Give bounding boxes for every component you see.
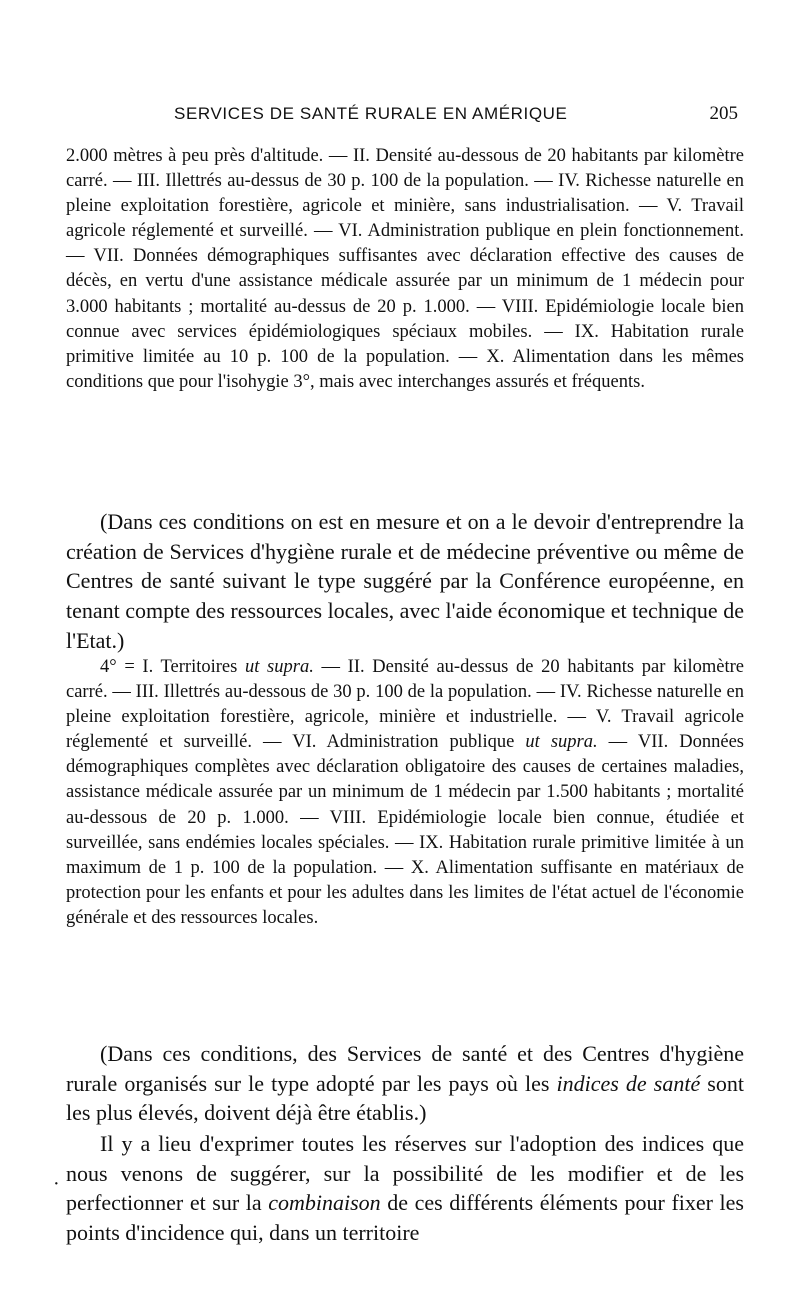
p5-text-a: Il y a lieu d'exprimer toutes les réserves sur l'adoption des indices que nous venons de suggérer, sur la possibilité de les modifier et de les perfectionner et sur la [66, 1131, 744, 1216]
running-title: SERVICES DE SANTÉ RURALE EN AMÉRIQUE [174, 104, 568, 123]
paragraph-health-centres [66, 1039, 744, 1128]
page-header [66, 99, 738, 129]
p5-italic-combinaison: combinaison [268, 1190, 381, 1216]
paragraph-isohygie-4-criteria [66, 655, 744, 931]
p4-italic-indices: indices de santé [556, 1070, 701, 1096]
margin-mark: · [53, 1173, 60, 1195]
paragraph-reserves [66, 1129, 744, 1248]
p4-text-c: sont les plus élevés, doivent déjà être établis.) [66, 1070, 744, 1126]
page-number: 205 [709, 103, 738, 124]
p5-text-c: de ces différents éléments pour fixer les points d'incidence qui, dans un territoire [66, 1190, 744, 1246]
p4-text-a: (Dans ces conditions, des Services de santé et des Centres d'hygiène rurale organisés sur le type adopté par les pays où les [66, 1041, 744, 1096]
p3-text-c: — II. Densité au-dessus de 20 habitants par kilomètre carré. — III. Illettrés au-dessous de 30 p. 100 de la population. — IV. Richesse naturelle en pleine exploitation forestière, agricole, minière et industrielle. — V. Travail agricole réglementé et surveillé. — VI. Administration publique [66, 657, 744, 753]
p3-text-a: 4° = I. Territoires [100, 657, 245, 677]
p3-text-e: — VII. Données démographiques complètes avec déclaration obligatoire des causes de certaines maladies, assistance médicale assurée par un minimum de 1 médecin par 1.500 habitants ; mortalité au-dessous de 20 p. 1.000. — VIII. Epidémiologie locale bien connue, étudiée et surveillée, sans endémies locales spéciales. — IX. Habitation rurale primitive limitée à un maximum de 1 p. 100 de la population. — X. Alimentation suffisante en matériaux de protection pour les enfants et pour les adultes dans les limites de l'état actuel de l'économie générale et des ressources locales. [66, 732, 744, 928]
paragraph-conditions-rural-hygiene: (Dans ces conditions on est en mesure et on a le devoir d'entreprendre la création de Services d'hygiène rurale et de médecine préventive ou même de Centres de santé suivant le type suggéré par la Conférence européenne, en tenant compte des ressources locales, avec l'aide économique et technique de l'Etat.) [66, 509, 744, 653]
p3-italic-ut-supra-1: ut supra. [244, 657, 314, 677]
paragraph-isohygie-3-criteria: 2.000 mètres à peu près d'altitude. — II. Densité au-dessous de 20 habitants par kilomètre carré. — III. Illettrés au-dessus de 30 p. 100 de la population. — IV. Richesse naturelle en pleine exploitation forestière, agricole et minière, sans industrialisation. — V. Travail agricole réglementé et surveillé. — VI. Administration publique en plein fonctionnement. — VII. Données démographiques suffisantes avec déclaration effective des causes de décès, en vertu d'une assistance médicale assurée par un minimum de 1 médecin pour 3.000 habitants ; mortalité au-dessus de 20 p. 1.000. — VIII. Epidémiologie locale bien connue avec services épidémiologiques spéciaux mobiles. — IX. Habitation rurale primitive limitée au 10 p. 100 de la population. — X. Alimentation dans les mêmes conditions que pour l'isohygie 3°, mais avec interchanges assurés et fréquents. [66, 146, 744, 392]
p3-italic-ut-supra-2: ut supra. [525, 732, 598, 753]
